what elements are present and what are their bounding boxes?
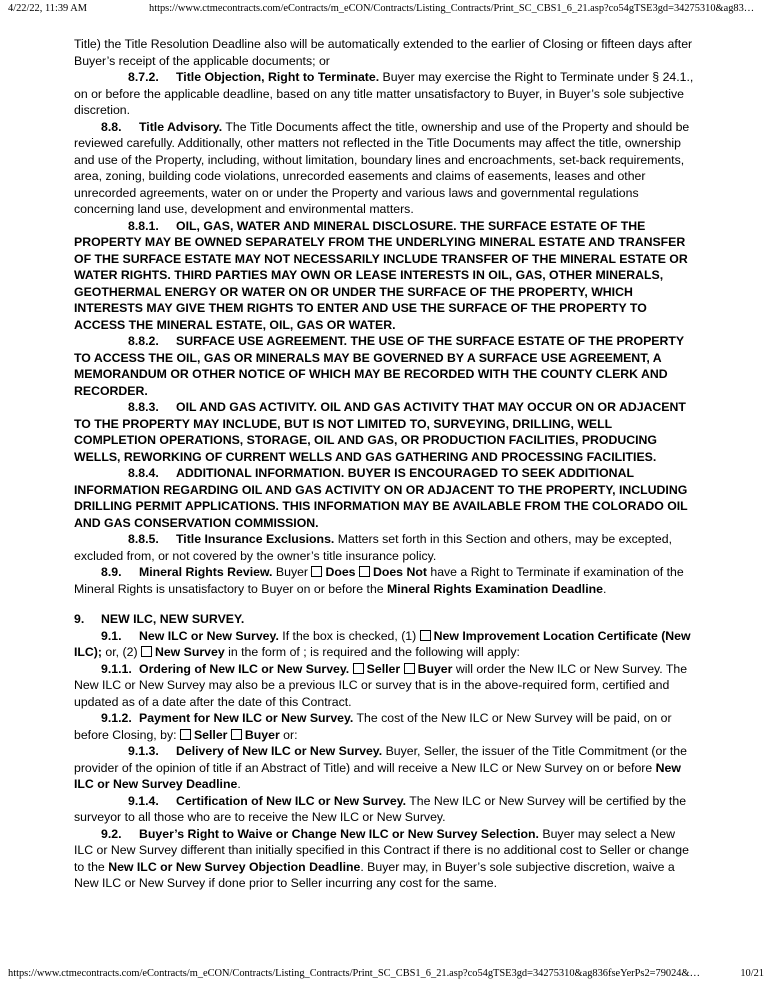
section-8-7-2 <box>74 69 694 119</box>
option-label: Does <box>325 565 356 579</box>
section-text: . <box>237 777 241 791</box>
section-9-1 <box>74 628 694 661</box>
section-9-1-2 <box>74 710 694 743</box>
buyer-checkbox[interactable] <box>404 663 415 674</box>
does-checkbox[interactable] <box>311 566 322 577</box>
deadline-term: New ILC or New Survey Objection Deadline <box>108 859 361 874</box>
section-number: 9.1. <box>101 628 122 643</box>
buyer-checkbox[interactable] <box>231 729 242 740</box>
section-title: Mineral Rights Review. <box>139 565 273 579</box>
section-number: 8.7.2. <box>128 70 159 84</box>
section-title: Delivery of New ILC or New Survey. <box>176 744 383 758</box>
option-label: New Survey <box>154 645 225 659</box>
section-title: NEW ILC, NEW SURVEY. <box>101 612 245 626</box>
section-8-8 <box>74 119 694 218</box>
section-text: or, (2) <box>102 645 141 659</box>
section-8-8-4 <box>74 465 694 531</box>
section-number: 8.8. <box>101 119 122 134</box>
section-number: 8.8.2. <box>128 334 159 348</box>
section-text: The New ILC or New Survey will be certified by the surveyor to all those who are to receive the New ILC or New Survey. <box>74 793 687 824</box>
section-8-8-1 <box>74 218 694 334</box>
print-datetime: 4/22/22, 11:39 AM <box>8 3 87 14</box>
new-survey-checkbox[interactable] <box>141 646 152 657</box>
section-text: Buyer may select a New ILC or New Survey different than initially specified in this Contract if there is no additional cost to Seller or change to the <box>74 826 689 874</box>
section-text: OIL AND GAS ACTIVITY. OIL AND GAS ACTIVITY THAT MAY OCCUR ON OR ADJACENT TO THE PROPERTY MAY INCLUDE, BUT IS NOT LIMITED TO, SURVEYING, DRILLING, WELL COMPLETION OPERATIONS, STORAGE, OIL AND GAS, OR PRODUCTION FACILITIES, PRODUCING WELLS, REWORKING OF CURRENT WELLS AND GAS GATHERING AND PROCESSING FACILITIES. <box>74 400 686 464</box>
option-label: Buyer <box>244 727 280 742</box>
footer-url: https://www.ctmecontracts.com/eContracts/m_eCON/Contracts/Listing_Contracts/Print_SC_CBS1_6_21.asp?co54gTSE3gd=34275310&ag836fseYerPs2=79024&… <box>8 968 700 979</box>
section-8-8-5 <box>74 531 694 564</box>
section-9-2 <box>74 826 694 892</box>
section-title: Buyer’s Right to Waive or Change New ILC or New Survey Selection. <box>139 826 539 841</box>
new-ilc-checkbox[interactable] <box>420 630 431 641</box>
section-text: ADDITIONAL INFORMATION. BUYER IS ENCOURAGED TO SEEK ADDITIONAL INFORMATION REGARDING OIL AND GAS ACTIVITY ON OR ADJACENT TO THE PROPERTY, INCLUDING DRILLING PERMIT APPLICATIONS. THIS INFORMATION MAY BE AVAILABLE FROM THE COLORADO OIL AND GAS CONSERVATION COMMISSION. <box>74 466 688 530</box>
print-url: https://www.ctmecontracts.com/eContracts/m_eCON/Contracts/Listing_Contracts/Print_SC_CBS1_6_21.asp?co54gTSE3gd=34275310&ag83… <box>149 3 755 14</box>
section-title: New ILC or New Survey. <box>139 628 279 643</box>
section-title: Payment for New ILC or New Survey. <box>139 711 354 725</box>
option-label: Seller <box>366 661 401 676</box>
section-8-9 <box>74 564 694 597</box>
continued-paragraph: Title) the Title Resolution Deadline also will be automatically extended to the earlier of Closing or fifteen days after Buyer’s receipt of the applicable documents; or <box>74 37 693 68</box>
section-number: 8.8.3. <box>128 400 159 414</box>
section-8-8-2 <box>74 333 694 399</box>
section-number: 8.9. <box>101 565 122 579</box>
section-number: 9.1.4. <box>128 793 159 808</box>
section-text: SURFACE USE AGREEMENT. THE USE OF THE SURFACE ESTATE OF THE PROPERTY TO ACCESS THE OIL, GAS OR MINERALS MAY BE GOVERNED BY A SURFACE USE AGREEMENT, A MEMORANDUM OR OTHER NOTICE OF WHICH MAY BE RECORDED WITH THE COUNTY CLERK AND RECORDER. <box>74 334 684 398</box>
does-not-checkbox[interactable] <box>359 566 370 577</box>
section-number: 8.8.4. <box>128 466 159 480</box>
spacer <box>74 597 694 611</box>
section-9-1-3 <box>74 743 694 793</box>
section-text: Buyer may exercise the Right to Terminate under § 24.1., on or before the applicable deadline, based on any title matter unsatisfactory to Buyer, in Buyer’s sole subjective discretion. <box>74 70 694 117</box>
section-title: Title Insurance Exclusions. <box>176 532 335 546</box>
section-number: 8.8.1. <box>128 218 159 233</box>
section-text: will order the New ILC or New Survey. The New ILC or New Survey may also be a previous ILC or survey that is in the above-required form, certified and updated as of a date after the date of this Contract. <box>74 661 688 709</box>
section-8-8-3 <box>74 399 694 465</box>
section-text: Matters set forth in this Section and others, may be excepted, excluded from, or not covered by the owner’s title insurance policy. <box>74 532 672 563</box>
section-number: 9. <box>74 612 85 626</box>
option-label: Seller <box>193 727 228 742</box>
section-number: 9.1.1. <box>101 661 132 676</box>
section-number: 9.1.2. <box>101 711 132 725</box>
section-text: have a Right to Terminate if examination of the Mineral Rights is unsatisfactory to Buyer on or before the <box>74 565 684 596</box>
section-text: Buyer, Seller, the issuer of the Title Commitment (or the provider of the opinion of title if an Abstract of Title) and will receive a New ILC or New Survey on or before <box>74 744 687 775</box>
section-text: in the form of ; is required and the following will apply: <box>224 645 520 659</box>
contract-body <box>74 36 694 892</box>
seller-checkbox[interactable] <box>180 729 191 740</box>
seller-checkbox[interactable] <box>353 663 364 674</box>
section-text: or: <box>279 727 298 742</box>
section-title: Certification of New ILC or New Survey. <box>176 793 407 808</box>
section-number: 8.8.5. <box>128 532 159 546</box>
deadline-term: Mineral Rights Examination Deadline <box>387 581 603 596</box>
section-title: Title Advisory. <box>139 119 223 134</box>
option-label: New Improvement Location Certificate (New ILC); <box>74 628 691 659</box>
section-text: . Buyer may, in Buyer’s sole subjective discretion, waive a New ILC or New Survey if done prior to Seller incurring any cost for the same. <box>74 859 675 890</box>
deadline-term: New ILC or New Survey Deadline <box>74 760 681 791</box>
section-9-1-1 <box>74 661 694 711</box>
section-9-1-4 <box>74 793 694 826</box>
section-text: The Title Documents affect the title, ownership and use of the Property and should be reviewed carefully. Additionally, other matters not reflected in the Title Documents may affect the title, ownership and use of the Property, including, without limitation, boundary lines and encroachments, set-back requirements, area, zoning, building code violations, unrecorded easements and claims of easements, leases and other unrecorded agreements, water on or under the Property and various laws and governmental regulations concerning land use, development and environmental matters. <box>74 119 690 216</box>
section-title: Title Objection, Right to Terminate. <box>176 70 380 84</box>
section-text: . <box>602 581 607 596</box>
section-number: 9.1.3. <box>128 744 159 758</box>
section-9-heading <box>74 611 694 628</box>
section-title: Ordering of New ILC or New Survey. <box>139 661 350 676</box>
section-number: 9.2. <box>101 826 122 841</box>
section-text: If the box is checked, (1) <box>278 628 420 643</box>
option-label: Does Not <box>372 565 427 579</box>
page-number: 10/21 <box>740 968 764 979</box>
section-text: The cost of the New ILC or New Survey will be paid, on or before Closing, by: <box>74 711 672 742</box>
section-text: OIL, GAS, WATER AND MINERAL DISCLOSURE. THE SURFACE ESTATE OF THE PROPERTY MAY BE OWNED SEPARATELY FROM THE UNDERLYING MINERAL ESTATE AND TRANSFER OF THE SURFACE ESTATE MAY NOT NECESSARILY INCLUDE TRANSFER OF THE MINERAL ESTATE OR WATER RIGHTS. THIRD PARTIES MAY OWN OR LEASE INTERESTS IN OIL, GAS, OTHER MINERALS, GEOTHERMAL ENERGY OR WATER ON OR UNDER THE SURFACE OF THE PROPERTY, WHICH INTERESTS MAY GIVE THEM RIGHTS TO ENTER AND USE THE SURFACE OF THE PROPERTY TO ACCESS THE MINERAL ESTATE, OIL, GAS OR WATER. <box>74 218 688 332</box>
section-text: Buyer <box>272 565 312 579</box>
option-label: Buyer <box>417 661 453 676</box>
